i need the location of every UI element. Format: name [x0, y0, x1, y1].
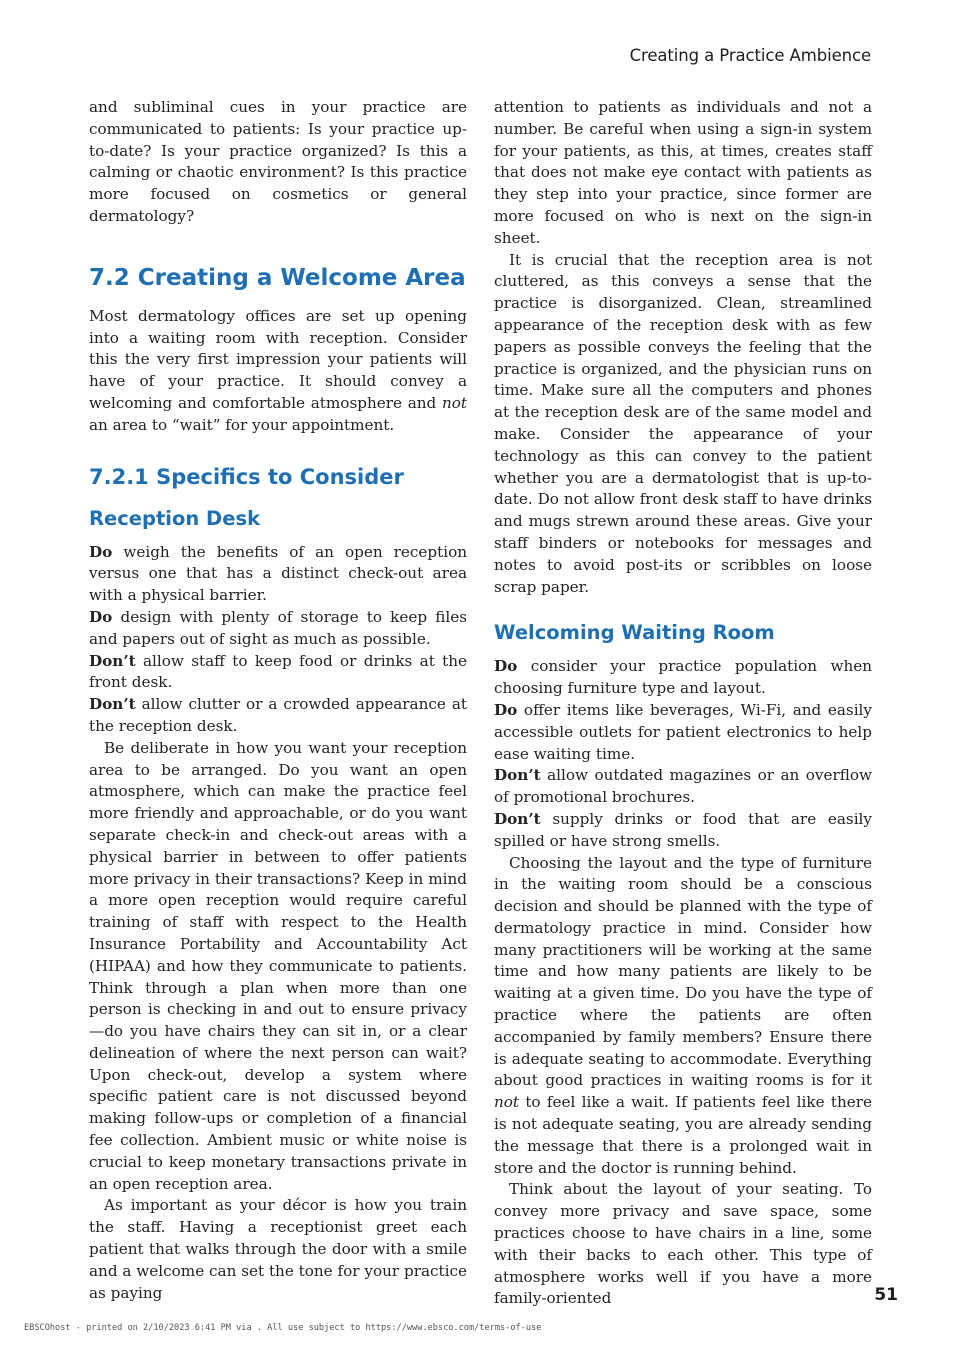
right-column: [494, 97, 872, 1310]
rule-item: Do design with plenty of storage to keep files and papers out of sight as much as possible.: [89, 607, 467, 648]
section-heading: 7.2 Creating a Welcome Area: [89, 264, 466, 291]
left-column: [89, 97, 467, 1304]
paragraph-intro: and subliminal cues in your practice are communicated to patients: Is your practice up-to-date? Is your practice organized? Is this a calming or chaotic environment? Is this practice more focused on cosmetics or general dermatology?: [89, 98, 467, 225]
rule-item: Do weigh the benefits of an open reception versus one that has a distinct check-out area with a physical barrier.: [89, 542, 467, 605]
paragraph-crucial: It is crucial that the reception area is not cluttered, as this conveys a sense that the practice is disorganized. Clean, streamlined appearance of the reception desk with as few papers as possible conveys the feeling that the practice is organized, and the physician runs on time. Make sure all the computers and phones at the reception desk are of the same model and make. Consider the appearance of your technology as this can convey to the patient whether you are a dermatologist that is up-to-date. Do not allow front desk staff to have drinks and mugs strewn around these areas. Give your staff binders or notebooks for messages and notes to avoid post-its or scribbles on loose scrap paper.: [494, 250, 872, 596]
paragraph-choosing: Choosing the layout and the type of furniture in the waiting room should be a conscious decision and should be planned with the type of dermatology practice in mind. Consider how many practitioners will be working at the same time and how many patients are likely to be waiting at a given time. Do you have the type of practice where the patients are often accompanied by family members? Ensure there is adequate seating to accommodate. Everything about good practices in waiting rooms is for it not to feel like a wait. If patients feel like there is not adequate seating, you are already sending the message that there is a prolonged wait in store and the doctor is running behind.: [494, 853, 872, 1177]
rule-item: Don’t allow outdated magazines or an overflow of promotional brochures.: [494, 766, 872, 807]
waiting-room-heading: Welcoming Waiting Room: [494, 621, 775, 645]
paragraph-seating: Think about the layout of your seating. To convey more privacy and save space, some practices choose to have chairs in a line, some with their backs to each other. This type of atmosphere works well if you have a more family-oriented: [494, 1180, 872, 1308]
subsection-heading: 7.2.1 Specifics to Consider: [89, 464, 404, 489]
emphasis-not: not: [441, 393, 467, 412]
paragraph-deliberate: Be deliberate in how you want your reception area to be arranged. Do you want an open atmosphere, which can make the practice feel more friendly and approachable, or do you want separate check-in and check-out areas with a physical barrier in between to offer patients more privacy in their transactions? Keep in mind a more open reception would require careful training of staff with respect to the Health Insurance Portability and Accountability Act (HIPAA) and how they communicate to patients. Think through a plan when more than one person is checking in and out to ensure privacy—do you have chairs they can sit in, or a clear delineation of where the next person can wait? Upon check-out, develop a system where specific patient care is not discussed beyond making follow-ups or completion of a financial fee collection. Ambient music or white noise is crucial to keep monetary transactions private in an open reception area.: [89, 738, 467, 1193]
rule-item: Don’t allow staff to keep food or drinks at the front desk.: [89, 651, 467, 692]
page-number: 51: [874, 1285, 898, 1305]
rule-item: Don’t supply drinks or food that are easily spilled or have strong smells.: [494, 809, 872, 850]
reception-desk-heading: Reception Desk: [89, 506, 261, 530]
paragraph-welcome: Most dermatology offices are set up opening into a waiting room with reception. Consider this the very first impression your patients will have of your practice. It should convey a welcoming and comfortable atmosphere and not an area to “wait” for your appointment.: [89, 306, 467, 434]
paragraph-decor: As important as your décor is how you train the staff. Having a receptionist greet each patient that walks through the door with a smile and a welcome can set the tone for your practice as paying: [89, 1196, 467, 1302]
print-footer-note: EBSCOhost - printed on 2/10/2023 6:41 PM via . All use subject to https://www.ebsco.com/terms-of-use: [24, 1323, 542, 1333]
paragraph-attention: attention to patients as individuals and not a number. Be careful when using a sign-in system for your patients, as this, at times, creates staff that does not make eye contact with patients as they step into your practice, since former are more focused on who is next on the sign-in sheet.: [494, 98, 872, 247]
emphasis-not: not: [494, 1093, 520, 1112]
rule-item: Do offer items like beverages, Wi-Fi, and easily accessible outlets for patient electronics to help ease waiting time.: [494, 700, 872, 763]
running-title: Creating a Practice Ambience: [629, 46, 871, 65]
rule-item: Don’t allow clutter or a crowded appearance at the reception desk.: [89, 695, 467, 735]
rule-item: Do consider your practice population when choosing furniture type and layout.: [494, 657, 872, 698]
